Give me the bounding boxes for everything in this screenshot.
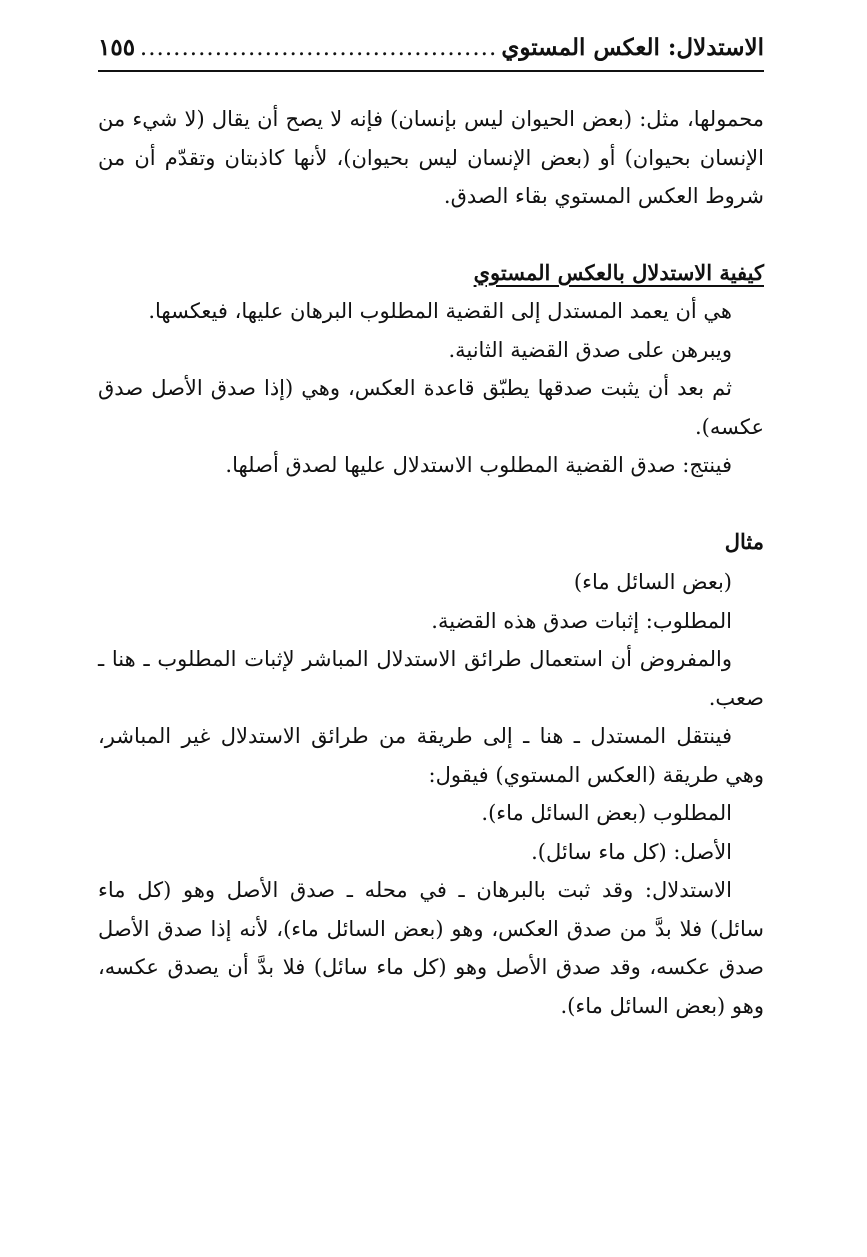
book-page bbox=[98, 28, 764, 1025]
paragraph: ثم بعد أن يثبت صدقها يطبّق قاعدة العكس، وهي (إذا صدق الأصل صدق عكسه). bbox=[98, 376, 764, 439]
example-heading: مثال bbox=[724, 528, 764, 554]
page-body bbox=[98, 100, 764, 1025]
page-number: ١٥٥ bbox=[98, 34, 136, 61]
header-rule bbox=[98, 70, 764, 72]
paragraph: والمفروض أن استعمال طرائق الاستدلال المباشر لإثبات المطلوب ـ هنا ـ صعب. bbox=[98, 647, 764, 710]
header-title: الاستدلال: العكس المستوي bbox=[501, 34, 764, 61]
section-heading: كيفية الاستدلال بالعكس المستوي bbox=[473, 259, 764, 285]
paragraph-continuation: محمولها، مثل: (بعض الحيوان ليس بإنسان) فإنه لا يصح أن يقال (لا شيء من الإنسان بحيوان) أو (بعض الإنسان ليس بحيوان)، لأنها كاذبتان وتقدّم أن من شروط العكس المستوي بقاء الصدق. bbox=[98, 107, 764, 208]
paragraph: المطلوب (بعض السائل ماء). bbox=[481, 801, 732, 825]
running-header bbox=[98, 28, 764, 68]
paragraph: هي أن يعمد المستدل إلى القضية المطلوب البرهان عليها، فيعكسها. bbox=[148, 299, 732, 323]
example-proposition: (بعض السائل ماء) bbox=[573, 570, 732, 594]
paragraph: ويبرهن على صدق القضية الثانية. bbox=[448, 337, 732, 362]
paragraph: المطلوب: إثبات صدق هذه القضية. bbox=[431, 608, 732, 633]
header-dot-leader bbox=[139, 28, 497, 68]
paragraph: فينتقل المستدل ـ هنا ـ إلى طريقة من طرائق الاستدلال غير المباشر، وهي طريقة (العكس المستوي) فيقول: bbox=[98, 724, 764, 787]
paragraph: فينتج: صدق القضية المطلوب الاستدلال عليها لصدق أصلها. bbox=[225, 453, 732, 477]
paragraph: الاستدلال: وقد ثبت بالبرهان ـ في محله ـ صدق الأصل وهو (كل ماء سائل) فلا بدَّ من صدق العكس، وهو (بعض السائل ماء)، لأنه إذا صدق الأصل صدق عكسه، وقد صدق الأصل وهو (كل ماء سائل) فلا بدَّ أن يصدق عكسه، وهو (بعض السائل ماء). bbox=[98, 878, 764, 1018]
paragraph: الأصل: (كل ماء سائل). bbox=[531, 839, 732, 864]
